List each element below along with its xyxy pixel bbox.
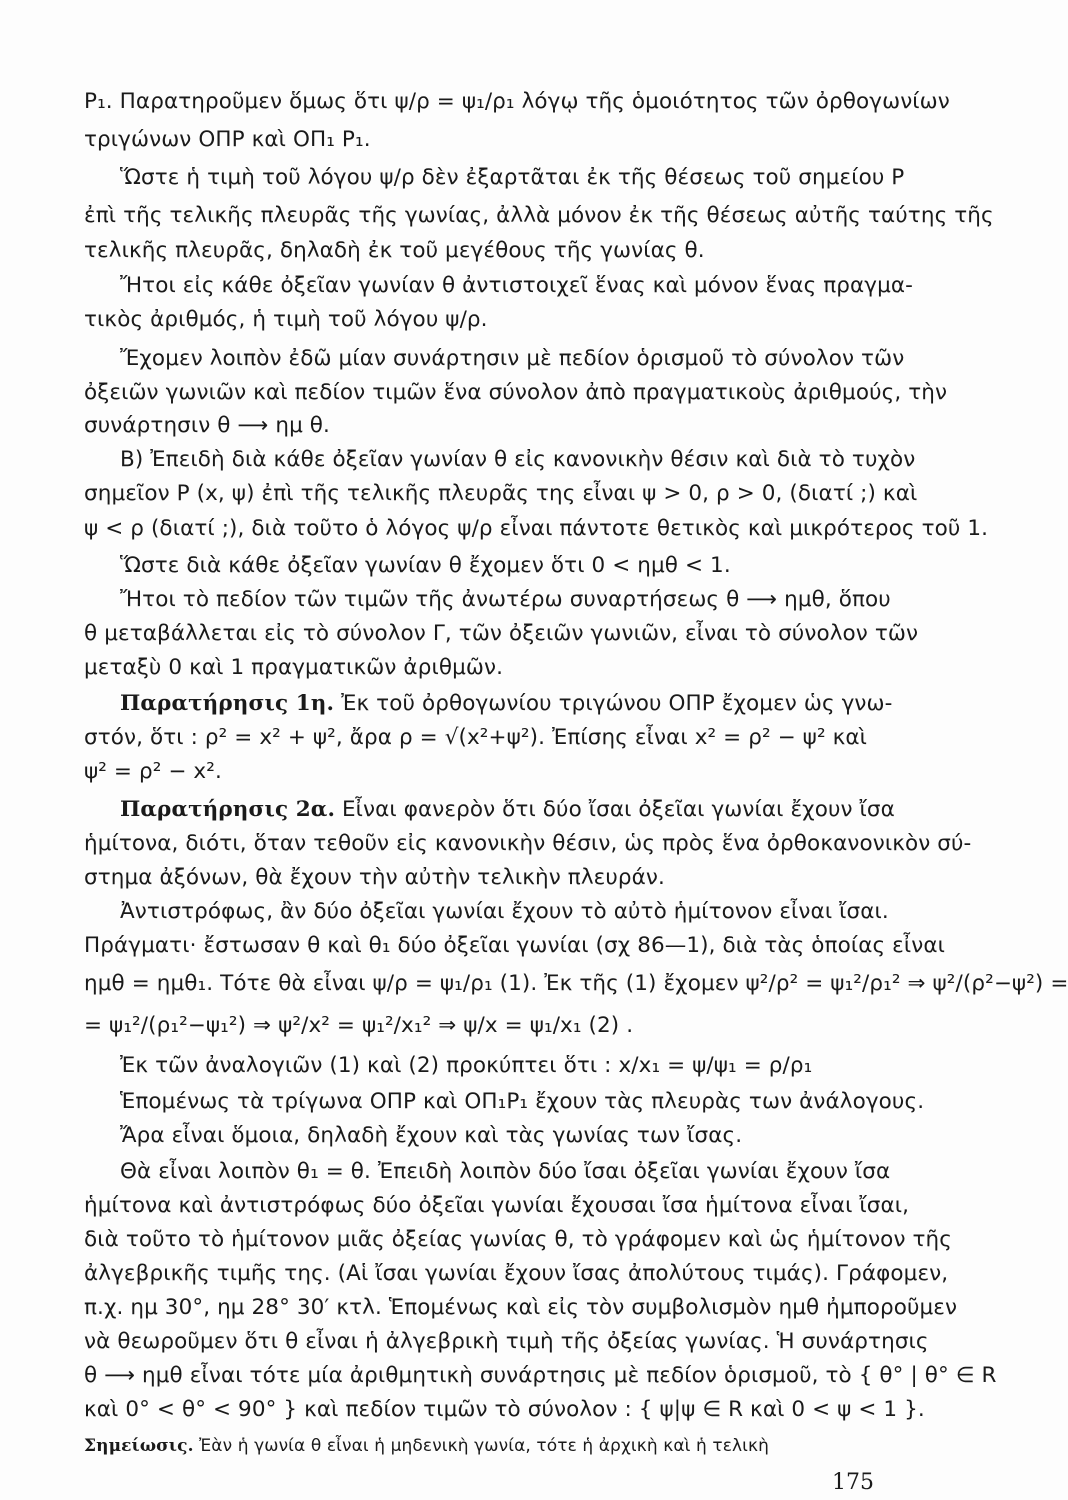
text-line-2: τριγώνων ΟΠΡ καὶ ΟΠ₁ Ρ₁. (84, 127, 371, 152)
text-line-16: θ μεταβάλλεται εἰς τὸ σύνολον Γ, τῶν ὀξειῶν γωνιῶν, εἶναι τὸ σύνολον τῶν (84, 621, 919, 646)
text-line-34: ἀλγεβρικῆς τιμῆς της. (Αἱ ἴσαι γωνίαι ἔχουν ἴσας ἀπολύτους τιμάς). Γράφομεν, (84, 1261, 949, 1286)
remark-heading: Παρατήρησις 1η. (120, 691, 335, 716)
equation-line-1: ημθ = ημθ₁. Τότε θὰ εἶναι ψ/ρ = ψ₁/ρ₁ (1). Ἐκ τῆς (1) ἔχομεν ψ²/ρ² = ψ₁²/ρ₁² ⇒ ψ²/(ρ²−ψ²) = (84, 971, 1068, 996)
text-line-23: στημα ἀξόνων, θὰ ἔχουν τὴν αὐτὴν τελικὴν πλευράν. (84, 865, 665, 890)
text-line-10: συνάρτησιν θ ⟶ ημ θ. (84, 413, 330, 438)
text-line-20: ψ² = ρ² − x². (84, 759, 222, 784)
text-line-22: ἡμίτονα, διότι, ὅταν τεθοῦν εἰς κανονικὴν θέσιν, ὡς πρὸς ἕνα ὀρθοκανονικὸν σύ- (84, 831, 972, 856)
text-line-9: ὀξειῶν γωνιῶν καὶ πεδίον τιμῶν ἕνα σύνολον ἀπὸ πραγματικοὺς ἀριθμούς, τὴν (84, 380, 948, 405)
text-line-35: π.χ. ημ 30°, ημ 28° 30′ κτλ. Ἑπομένως καὶ εἰς τὸν συμβολισμὸν ημθ ἠμποροῦμεν (84, 1295, 958, 1320)
equation-line-2: = ψ₁²/(ρ₁²−ψ₁²) ⇒ ψ²/x² = ψ₁²/x₁² ⇒ ψ/x = ψ₁/x₁ (2) . (84, 1013, 634, 1038)
text-line-1: P₁. Παρατηροῦμεν ὅμως ὅτι ψ/ρ = ψ₁/ρ₁ λόγῳ τῆς ὁμοιότητος τῶν ὀρθογωνίων (84, 89, 950, 114)
text-line-38: καὶ 0° < θ° < 90° } καὶ πεδίον τιμῶν τὸ σύνολον : { ψ|ψ ∈ R καὶ 0 < ψ < 1 }. (84, 1397, 925, 1422)
text-line-32: ἡμίτονα καὶ ἀντιστρόφως δύο ὀξεῖαι γωνίαι ἔχουσαι ἴσα ἡμίτονα εἶναι ἴσαι, (84, 1193, 910, 1218)
text-line-6: Ἤτοι εἰς κάθε ὀξεῖαν γωνίαν θ ἀντιστοιχεῖ ἕνας καὶ μόνον ἕνας πραγμα- (120, 273, 914, 298)
text-line-28: Ἐκ τῶν ἀναλογιῶν (1) καὶ (2) προκύπτει ὅτι : x/x₁ = ψ/ψ₁ = ρ/ρ₁ (120, 1053, 813, 1078)
remark-heading: Παρατήρησις 2α. (120, 797, 336, 822)
text-line-12: σημεῖον Ρ (x, ψ) ἐπὶ τῆς τελικῆς πλευρᾶς της εἶναι ψ > 0, ρ > 0, (διατί ;) καὶ (84, 481, 918, 506)
page-number: 175 (832, 1470, 874, 1495)
text-line-5: τελικῆς πλευρᾶς, δηλαδὴ ἐκ τοῦ μεγέθους τῆς γωνίας θ. (84, 238, 705, 263)
text-line-15: Ἤτοι τὸ πεδίον τῶν τιμῶν τῆς ἀνωτέρω συναρτήσεως θ ⟶ ημθ, ὅπου (120, 587, 891, 612)
note-line: Σημείωσις. Ἐὰν ἡ γωνία θ εἶναι ἡ μηδενικὴ γωνία, τότε ἡ ἀρχικὴ καὶ ἡ τελικὴ (84, 1436, 770, 1456)
text-line-4: ἐπὶ τῆς τελικῆς πλευρᾶς τῆς γωνίας, ἀλλὰ μόνον ἐκ τῆς θέσεως αὐτῆς ταύτης τῆς (84, 203, 994, 228)
remark-1-heading-line: Παρατήρησις 1η. Ἐκ τοῦ ὀρθογωνίου τριγώνου ΟΠΡ ἔχομεν ὡς γνω- (120, 691, 893, 716)
text-line-8: Ἔχομεν λοιπὸν ἐδῶ μίαν συνάρτησιν μὲ πεδίον ὁρισμοῦ τὸ σύνολον τῶν (120, 346, 905, 371)
text-line-33: διὰ τοῦτο τὸ ἡμίτονον μιᾶς ὀξείας γωνίας θ, τὸ γράφομεν καὶ ὡς ἡμίτονον τῆς (84, 1227, 952, 1252)
text-line-11: Β) Ἐπειδὴ διὰ κάθε ὀξεῖαν γωνίαν θ εἰς κανονικὴν θέσιν καὶ διὰ τὸ τυχὸν (120, 447, 916, 472)
text-line-13: ψ < ρ (διατί ;), διὰ τοῦτο ὁ λόγος ψ/ρ εἶναι πάντοτε θετικὸς καὶ μικρότερος τοῦ 1. (84, 516, 989, 541)
text-line-3: Ὥστε ἡ τιμὴ τοῦ λόγου ψ/ρ δὲν ἐξαρτᾶται ἐκ τῆς θέσεως τοῦ σημείου Ρ (120, 165, 905, 190)
text-line-37: θ ⟶ ημθ εἶναι τότε μία ἀριθμητικὴ συνάρτησις μὲ πεδίον ὁρισμοῦ, τὸ { θ° | θ° ∈ R (84, 1363, 997, 1388)
text-line-31: Θὰ εἶναι λοιπὸν θ₁ = θ. Ἐπειδὴ λοιπὸν δύο ἴσαι ὀξεῖαι γωνίαι ἔχουν ἴσα (120, 1159, 891, 1184)
text-line-36: νὰ θεωροῦμεν ὅτι θ εἶναι ἡ ἀλγεβρικὴ τιμὴ τῆς ὀξείας γωνίας. Ἡ συνάρτησις (84, 1329, 929, 1354)
text-line-17: μεταξὺ 0 καὶ 1 πραγματικῶν ἀριθμῶν. (84, 655, 504, 680)
text-line-14: Ὥστε διὰ κάθε ὀξεῖαν γωνίαν θ ἔχομεν ὅτι 0 < ημθ < 1. (120, 553, 731, 578)
text-line-24: Ἀντιστρόφως, ἂν δύο ὀξεῖαι γωνίαι ἔχουν τὸ αὐτὸ ἡμίτονον εἶναι ἴσαι. (120, 899, 889, 924)
text-line-19: στόν, ὅτι : ρ² = x² + ψ², ἄρα ρ = √(x²+ψ²). Ἐπίσης εἶναι x² = ρ² − ψ² καὶ (84, 725, 868, 750)
text-line-25: Πράγματι· ἔστωσαν θ καὶ θ₁ δύο ὀξεῖαι γωνίαι (σχ 86—1), διὰ τὰς ὁποίας εἶναι (84, 933, 946, 958)
text-line-7: τικὸς ἀριθμός, ἡ τιμὴ τοῦ λόγου ψ/ρ. (84, 307, 488, 332)
remark-heading: Σημείωσις. (84, 1436, 194, 1456)
text-line-30: Ἄρα εἶναι ὅμοια, δηλαδὴ ἔχουν καὶ τὰς γωνίας των ἴσας. (120, 1123, 743, 1148)
remark-2-heading-line: Παρατήρησις 2α. Εἶναι φανερὸν ὅτι δύο ἴσαι ὀξεῖαι γωνίαι ἔχουν ἴσα (120, 797, 895, 822)
text-line-29: Ἑπομένως τὰ τρίγωνα ΟΠΡ καὶ ΟΠ₁Ρ₁ ἔχουν τὰς πλευρὰς των ἀνάλογους. (120, 1089, 925, 1114)
